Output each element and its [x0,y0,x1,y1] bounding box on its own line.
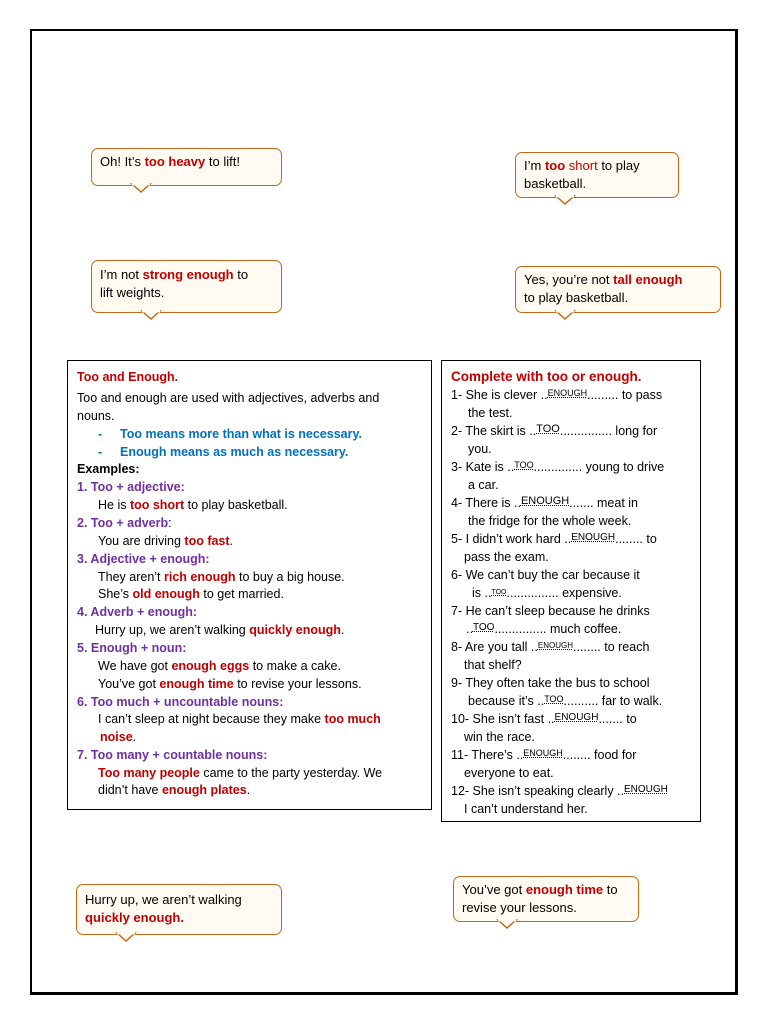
grammar-title: Too and Enough. [77,370,179,384]
bubble-tail [556,311,574,320]
grammar-box: Too and Enough. Too and enough are used with adjectives, adverbs and nouns. - Too means more than what is necessary. - Enough means as much as necessary. Examples: 1. Too + adjective: He is too short to play basketball. 2. Too + adverb: You are driving too fast. 3. Adjective + enough: They aren’t rich enough to buy a big house. She’s old enough to get married. 4. Adverb + enough: Hurry up, we aren’t walking quickly enough. 5. Enough + noun: We have got enough eggs to make a cake. You’ve got enough time to revise your lessons. 6. Too much + uncountable nouns: I can’t sleep at night because they make too much noise. 7. Too many + countable nouns: Too many people came to the party yesterday. We didn’t have enough plates. [67,360,432,810]
exercise-box: Complete with too or enough. 1- She is clever ..$^{ENOUGH}$......... to pass the test. 2- The skirt is ..TOO............... long for you. 3- Kate is ..$^{TOO}$.............. young to drive a car. 4- There is ..ENOUGH....... meat in the fridge for the whole week. 5- I didn’t work hard ..$^{ENOUGH}$........ to pass the exam. 6- We can’t buy the car because it is ..$^{TOO}$............... expensive. 7- He can’t sleep because he drinks ..$^{TOO}$............... much coffee. 8- Are you tall ..$^{ENOUGH}$........ to reach that shelf? 9- They often take the bus to school because it’s ..$^{TOO}$.......... far to walk. 10- She isn’t fast ..$^{ENOUGH}$....... to win the race. 11- There’s ..$^{ENOUGH}$........ food for everyone to eat. 12- She isn’t speaking clearly ..$^{ENOUGH}$ I can’t understand her. [441,360,701,822]
speech-bubble-strong-enough: I’m not strong enough to lift weights. [91,260,282,313]
question-1: 1- She is clever ..$^{ENOUGH}$......... to pass [451,388,663,402]
bubble-tail [498,920,516,929]
speech-bubble-too-heavy: Oh! It’s too heavy to lift! [91,148,282,186]
question-3: 3- Kate is ..$^{TOO}$.............. young to drive [451,460,665,474]
question-11: 11- There’s ..$^{ENOUGH}$........ food for [451,748,637,762]
bubble-tail [132,184,150,193]
examples-label: Examples: [77,462,140,476]
question-8: 8- Are you tall ..$^{ENOUGH}$........ to reach [451,640,650,654]
question-6: 6- We can’t buy the car because it [451,568,640,582]
question-10: 10- She isn’t fast ..$^{ENOUGH}$....... to [451,712,637,726]
speech-bubble-too-short: I’m too short to play basketball. [515,152,679,198]
exercise-title: Complete with too or enough. [451,369,642,384]
question-9: 9- They often take the bus to school [451,676,650,690]
speech-bubble-enough-time: You’ve got enough time to revise your lessons. [453,876,639,922]
question-12: 12- She isn’t speaking clearly ..$^{ENOUGH}$ [451,784,668,798]
speech-bubble-quickly-enough: Hurry up, we aren’t walking quickly enough. [76,884,282,935]
bubble-tail [556,196,574,205]
question-7: 7- He can’t sleep because he drinks [451,604,650,618]
rule-too: Too means more than what is necessary. [120,427,362,441]
bubble-tail [117,933,135,942]
bubble-tail [142,311,160,320]
speech-bubble-tall-enough: Yes, you’re not tall enough to play basketball. [515,266,721,313]
question-4: 4- There is ..ENOUGH....... meat in [451,495,638,510]
question-2: 2- The skirt is ..TOO............... long for [451,423,658,438]
question-5: 5- I didn’t work hard ..$^{ENOUGH}$........ to [451,532,657,546]
rule-enough: Enough means as much as necessary. [120,445,349,459]
